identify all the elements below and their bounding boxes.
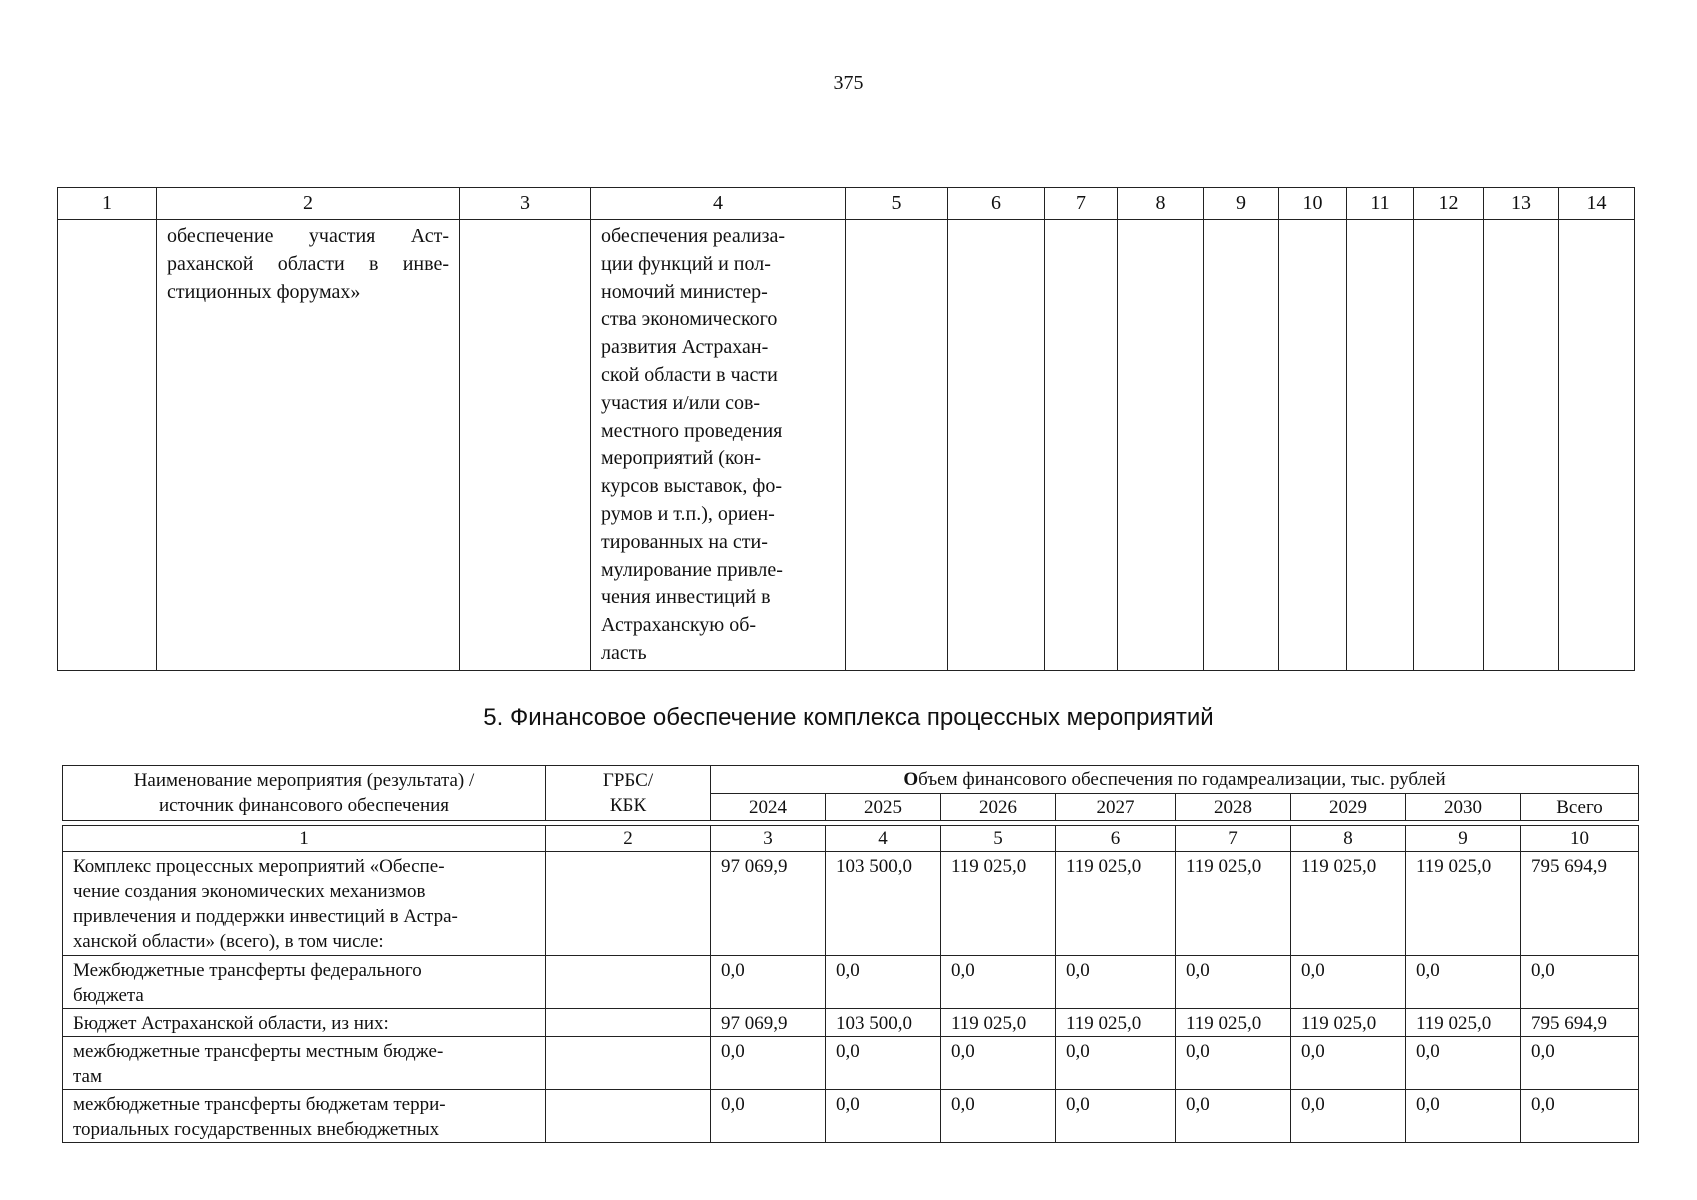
text-line: курсов выставок, фо- [601,475,783,498]
value-cell: 119 025,0 [1406,852,1521,956]
text-line: мероприятий (кон- [601,447,762,470]
value-cell: 0,0 [1406,956,1521,1009]
grbs-cell [546,1009,711,1037]
label-line: ториальных государственных внебюджетных [73,1119,440,1140]
total-cell: 0,0 [1521,1037,1639,1090]
text-line: ции функций и пол- [601,252,771,275]
table1-description-cell [591,220,846,671]
name-column-header [63,766,546,821]
value-cell: 0,0 [711,1037,826,1090]
value-cell: 0,0 [826,1037,941,1090]
value-cell: 119 025,0 [1291,1009,1406,1037]
value-cell: 119 025,0 [1056,1009,1176,1037]
total-cell: 0,0 [1521,956,1639,1009]
text-line: чения инвестиций в [601,586,771,609]
table1-col-number: 2 [157,188,460,220]
table1-col-number: 3 [460,188,591,220]
table-row [63,1090,1639,1143]
year-header: 2029 [1291,794,1406,821]
row-label [63,1009,546,1037]
table1-cell [1484,220,1559,671]
table1-col-number: 13 [1484,188,1559,220]
total-cell: 795 694,9 [1521,1009,1639,1037]
table1-cell [1118,220,1204,671]
text-line: румов и т.п.), ориен- [601,502,775,525]
column-number: 6 [1056,826,1176,852]
value-cell: 0,0 [1056,1090,1176,1143]
table1-col-number: 1 [58,188,157,220]
grbs-column-header [546,766,711,821]
value-cell: 0,0 [1056,956,1176,1009]
page-number: 375 [833,72,864,94]
table-row [63,852,1639,956]
value-cell: 0,0 [1176,1037,1291,1090]
value-cell: 0,0 [711,956,826,1009]
label-line: межбюджетные трансферты местным бюдже- [73,1041,444,1062]
table-row [63,1037,1639,1090]
header-line: КБК [609,795,647,816]
table1-cell [58,220,157,671]
total-cell: 795 694,9 [1521,852,1639,956]
year-header: 2028 [1176,794,1291,821]
text-line: стиционных форумах» [167,280,361,303]
year-header: 2025 [826,794,941,821]
section-title: 5. Финансовое обеспечение комплекса процессных мероприятий [483,704,1214,731]
table1-header-row [58,188,1635,220]
table1-cell [1204,220,1279,671]
text-line: обеспечения реализа- [601,225,786,247]
value-cell: 0,0 [1406,1090,1521,1143]
label-line: там [73,1066,102,1087]
text-line: участия и/или сов- [601,391,761,414]
table1-col-number: 14 [1559,188,1635,220]
grbs-cell [546,1090,711,1143]
label-line: межбюджетные трансферты бюджетам терри- [73,1094,446,1115]
table1-cell [460,220,591,671]
value-cell: 103 500,0 [826,852,941,956]
text-line: ласть [601,641,647,664]
table1-col-number: 11 [1347,188,1414,220]
text-line: ской области в части [601,363,778,386]
text-line: Астраханскую об- [601,614,757,637]
column-number: 5 [941,826,1056,852]
column-number: 2 [546,826,711,852]
text-line: раханской области в инве- [167,252,449,275]
value-cell: 0,0 [1291,1090,1406,1143]
column-number: 3 [711,826,826,852]
grbs-cell [546,852,711,956]
value-cell: 0,0 [1291,1037,1406,1090]
total-cell: 0,0 [1521,1090,1639,1143]
table1-col-number: 4 [591,188,846,220]
table1-cell [1045,220,1118,671]
header-text: бъем финансового обеспечения по годамреализации, тыс. рублей [918,769,1446,790]
row-label [63,1090,546,1143]
table1-col-number: 9 [1204,188,1279,220]
year-header: 2027 [1056,794,1176,821]
table1-col-number: 6 [948,188,1045,220]
column-number: 4 [826,826,941,852]
table1-row [58,220,1635,671]
column-number: 10 [1521,826,1639,852]
table1-cell [846,220,948,671]
table1-col-number: 10 [1279,188,1347,220]
table1-col-number: 8 [1118,188,1204,220]
value-cell: 0,0 [1176,1090,1291,1143]
value-cell: 119 025,0 [1291,852,1406,956]
value-cell: 0,0 [941,1090,1056,1143]
value-cell: 0,0 [1176,956,1291,1009]
table-row [63,956,1639,1009]
table1-task-name-cell [157,220,460,671]
year-header: 2024 [711,794,826,821]
value-cell: 119 025,0 [1176,852,1291,956]
label-line: Комплекс процессных мероприятий «Обеспе- [73,856,445,877]
table1-cell [1347,220,1414,671]
table1-cell [1279,220,1347,671]
year-header: 2030 [1406,794,1521,821]
table1-col-number: 7 [1045,188,1118,220]
value-cell: 119 025,0 [941,1009,1056,1037]
value-cell: 119 025,0 [941,852,1056,956]
value-cell: 0,0 [711,1090,826,1143]
table2-column-numbers-row [63,826,1639,852]
label-line: Бюджет Астраханской области, из них: [73,1013,389,1034]
value-cell: 103 500,0 [826,1009,941,1037]
text-line: местного проведения [601,419,783,442]
value-cell: 97 069,9 [711,1009,826,1037]
header-line: Наименование мероприятия (результата) / [133,770,475,791]
table1-col-number: 5 [846,188,948,220]
value-cell: 0,0 [1406,1037,1521,1090]
column-number: 8 [1291,826,1406,852]
year-header: 2026 [941,794,1056,821]
value-cell: 119 025,0 [1176,1009,1291,1037]
value-cell: 0,0 [941,1037,1056,1090]
row-label [63,1037,546,1090]
financing-table [62,765,1639,1143]
goals-table [57,187,1635,671]
label-line: ханской области» (всего), в том числе: [73,931,384,952]
text-line: номочий министер- [601,280,768,303]
header-line: ГРБС/ [602,770,654,791]
value-cell: 119 025,0 [1056,852,1176,956]
text-line: мулирование привле- [601,558,783,581]
row-label [63,956,546,1009]
value-cell: 0,0 [1056,1037,1176,1090]
label-line: Межбюджетные трансферты федерального [73,960,422,981]
header-line: источник финансового обеспечения [158,795,450,816]
text-line: развития Астрахан- [601,336,769,359]
column-number: 1 [63,826,546,852]
label-line: бюджета [73,985,144,1006]
funding-volume-header [711,766,1639,794]
table1-cell [1414,220,1484,671]
table1-col-number: 12 [1414,188,1484,220]
value-cell: 119 025,0 [1406,1009,1521,1037]
header-initial-letter: О [903,769,919,790]
text-line: ства экономического [601,308,778,331]
value-cell: 97 069,9 [711,852,826,956]
value-cell: 0,0 [1291,956,1406,1009]
total-header: Всего [1521,794,1639,821]
value-cell: 0,0 [826,1090,941,1143]
column-number: 7 [1176,826,1291,852]
value-cell: 0,0 [941,956,1056,1009]
grbs-cell [546,956,711,1009]
text-line: обеспечение участия Аст- [167,225,449,247]
table-row [63,1009,1639,1037]
row-label [63,852,546,956]
column-number: 9 [1406,826,1521,852]
label-line: чение создания экономических механизмов [73,881,426,902]
table1-cell [948,220,1045,671]
table1-cell [1559,220,1635,671]
label-line: привлечения и поддержки инвестиций в Астра- [73,906,458,927]
value-cell: 0,0 [826,956,941,1009]
table2-header-row [63,766,1639,794]
grbs-cell [546,1037,711,1090]
text-line: тированных на сти- [601,530,768,553]
